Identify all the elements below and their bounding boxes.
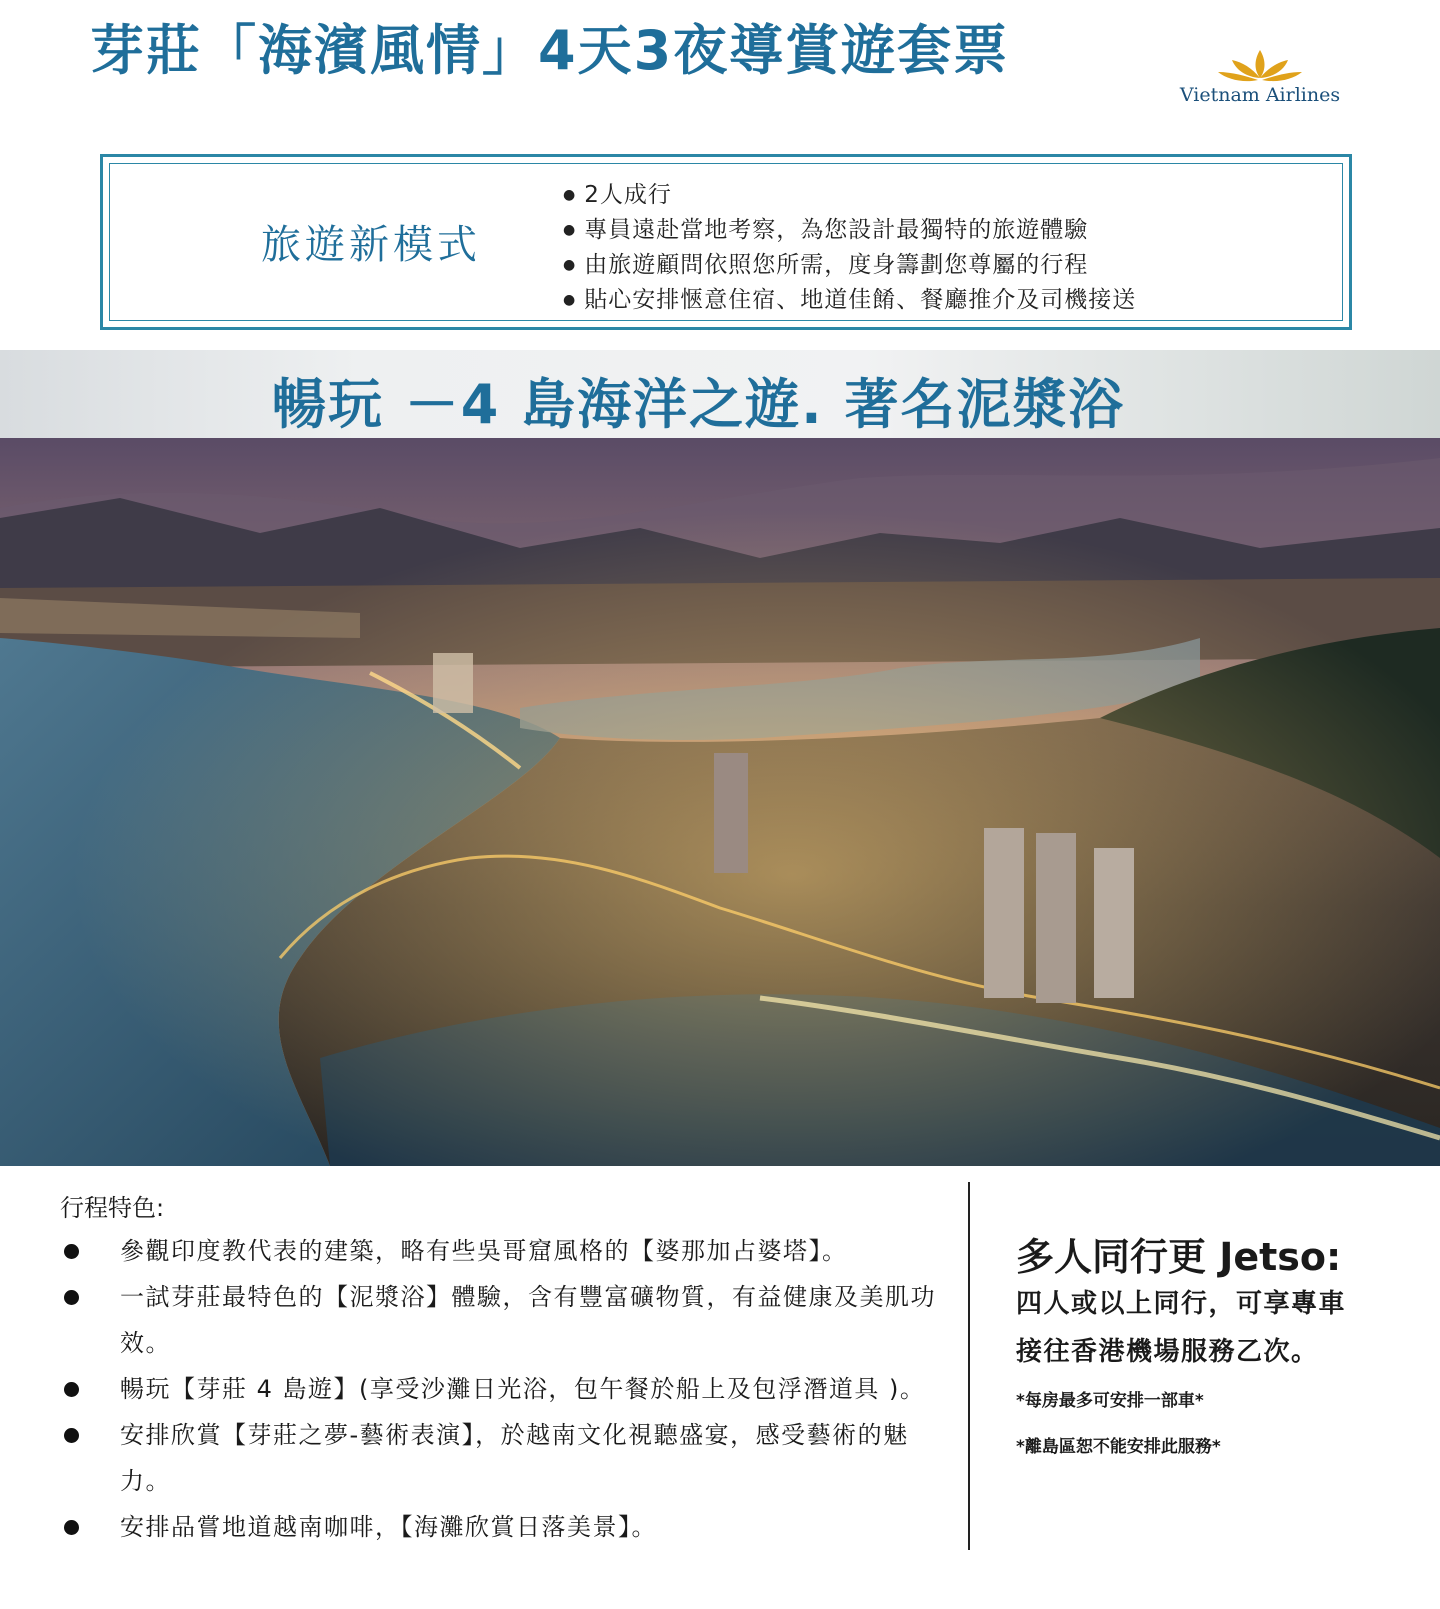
bullet-icon: [64, 1520, 79, 1535]
vietnam-airlines-logo: [1160, 46, 1360, 116]
jetso-note: *離島區恕不能安排此服務*: [1016, 1437, 1221, 1457]
travel-mode-box: [100, 154, 1352, 330]
jetso-title: 多人同行更 Jetso:: [1016, 1235, 1342, 1279]
list-item: 安排品嘗地道越南咖啡，【海灘欣賞日落美景】。: [60, 1504, 940, 1550]
list-item: ● 由旅遊顧問依照您所需，度身籌劃您尊屬的行程: [563, 249, 1136, 284]
list-item: ● 貼心安排愜意住宿、地道佳餚、餐廳推介及司機接送: [563, 284, 1136, 319]
list-item: ● 專員遠赴當地考察，為您設計最獨特的旅遊體驗: [563, 214, 1136, 249]
page-title: 芽莊「海濱風情」4天3夜導賞遊套票: [90, 19, 1010, 82]
banner-text: 暢玩 －4 島海洋之遊. 著名泥漿浴: [272, 373, 1125, 436]
jetso-note: *每房最多可安排一部車*: [1016, 1391, 1204, 1411]
jetso-body: 四人或以上同行，可享專車接往香港機場服務乙次。: [1016, 1289, 1347, 1367]
bullet-icon: [64, 1382, 79, 1397]
list-item: 一試芽莊最特色的【泥漿浴】體驗，含有豐富礦物質，有益健康及美肌功效。: [60, 1274, 940, 1366]
logo-text: Vietnam Airlines: [1179, 84, 1341, 106]
list-item: ● 2人成行: [563, 179, 1136, 214]
list-item: 參觀印度教代表的建築，略有些吳哥窟風格的【婆那加占婆塔】。: [60, 1228, 940, 1274]
bullet-icon: [64, 1290, 79, 1305]
highlight-banner: [0, 350, 1440, 438]
bullet-icon: [64, 1428, 79, 1443]
travel-mode-list: [563, 179, 1136, 319]
travel-mode-title: 旅遊新模式: [261, 222, 481, 268]
features-list: [60, 1228, 940, 1550]
lotus-icon: [1212, 46, 1308, 86]
column-divider: [968, 1182, 970, 1550]
features-title: 行程特色:: [60, 1194, 165, 1222]
city-night-aerial-photo: [0, 438, 1440, 1166]
list-item: 安排欣賞【芽莊之夢-藝術表演】，於越南文化視聽盛宴，感受藝術的魅力。: [60, 1412, 940, 1504]
bullet-icon: [64, 1244, 79, 1259]
list-item: 暢玩【芽莊 4 島遊】(享受沙灘日光浴，包午餐於船上及包浮潛道具 )。: [60, 1366, 940, 1412]
